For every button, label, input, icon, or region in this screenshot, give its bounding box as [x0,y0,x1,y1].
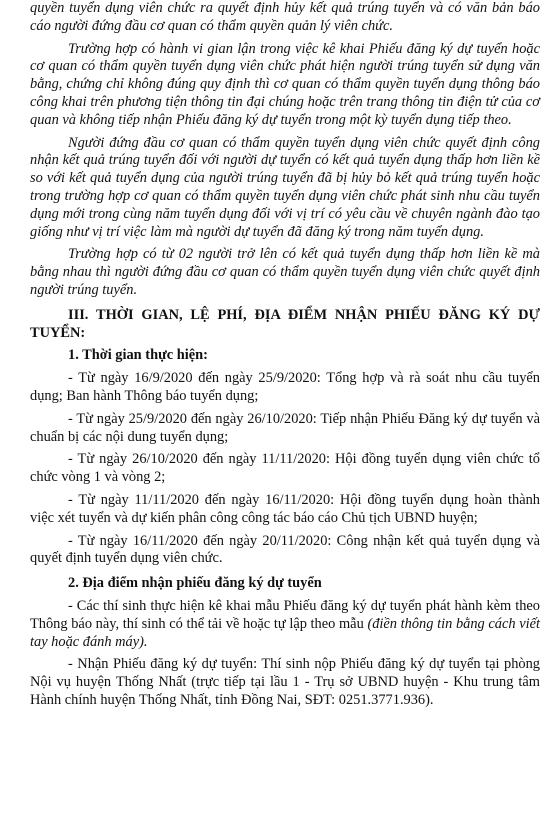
section-3-title: III. THỜI GIAN, LỆ PHÍ, ĐỊA ĐIỂM NHẬN PHIẾU ĐĂNG KÝ DỰ TUYỂN: [30,306,540,341]
place-paragraph-1 [30,598,540,651]
timeline-item-5: - Từ ngày 16/11/2020 đến ngày 20/11/2020: Công nhận kết quả tuyển dụng và quyết định tuyển dụng viên chức. [30,532,540,567]
place-paragraph-2: - Nhận Phiếu đăng ký dự tuyển: Thí sinh nộp Phiếu đăng ký dự tuyển tại phòng Nội vụ huyện Thống Nhất (trực tiếp tại lầu 1 - Trụ sở UBND huyện - Khu trung tâm Hành chính huyện Thống Nhất, tỉnh Đồng Nai, SĐT: 0251.3771.936). [30,656,540,708]
paragraph-tie-case: Trường hợp có từ 02 người trở lên có kết quả tuyển dụng thấp hơn liền kề mà bằng nhau thì người đứng đầu cơ quan có thẩm quyền tuyển dụng viên chức quyết định người trúng tuyển. [30,246,540,298]
paragraph-next-candidate: Người đứng đầu cơ quan có thẩm quyền tuyển dụng viên chức quyết định công nhận kết quả trúng tuyển đối với người dự tuyển có kết quả tuyển dụng thấp hơn liền kề so với kết quả tuyển dụng của người trúng tuyển đã bị hủy bỏ kết quả trúng tuyển hoặc trong trường hợp cơ quan có thẩm quyền tuyển dụng viên chức phát sinh nhu cầu tuyển dụng mới trong cùng năm tuyển dụng đối với vị trí có yêu cầu về chuyên ngành đào tạo giống như vị trí việc làm mà người dự tuyển đã đăng ký trong năm tuyển dụng. [30,134,540,240]
place-paragraph-1-note: (điền thông tin bằng cách viết tay hoặc đánh máy). [30,615,540,650]
place-paragraph-1-lead: - Các thí sinh thực hiện kê khai mẫu Phiếu đăng ký dự tuyển phát hành kèm theo Thông báo này, thí sinh có thể tải về hoặc tự lập theo mẫu [30,597,540,632]
subsection-2-title: 2. Địa điểm nhận phiếu đăng ký dự tuyển [68,575,322,592]
timeline-item-2: - Từ ngày 25/9/2020 đến ngày 26/10/2020: Tiếp nhận Phiếu Đăng ký dự tuyển và chuẩn bị các nội dung tuyển dụng; [30,410,540,445]
paragraph-continuation: quyền tuyển dụng viên chức ra quyết định hủy kết quả trúng tuyển và có văn bản báo cáo người đứng đầu cơ quan có thẩm quyền quản lý viên chức. [30,0,540,34]
timeline-item-3: - Từ ngày 26/10/2020 đến ngày 11/11/2020: Hội đồng tuyển dụng viên chức tổ chức vòng 1 và vòng 2; [30,451,540,486]
paragraph-fraud-case: Trường hợp có hành vi gian lận trong việc kê khai Phiếu đăng ký dự tuyển hoặc cơ quan có thẩm quyền tuyển dụng viên chức phát hiện người trúng tuyển sử dụng văn bằng, chứng chỉ không đúng quy định thì cơ quan có thẩm quyền tuyển dụng thông báo công khai trên phương tiện thông tin đại chúng hoặc trên trang thông tin điện tử của cơ quan và không tiếp nhận Phiếu đăng ký dự tuyển trong một kỳ tuyển dụng tiếp theo. [30,40,540,128]
timeline-item-1: - Từ ngày 16/9/2020 đến ngày 25/9/2020: Tổng hợp và rà soát nhu cầu tuyển dụng; Ban hành Thông báo tuyển dụng; [30,370,540,404]
subsection-1-title: 1. Thời gian thực hiện: [68,347,208,364]
timeline-item-4: - Từ ngày 11/11/2020 đến ngày 16/11/2020: Hội đồng tuyển dụng hoàn thành việc xét tuyển và dự kiến phân công công tác báo cáo Chủ tịch UBND huyện; [30,491,540,526]
